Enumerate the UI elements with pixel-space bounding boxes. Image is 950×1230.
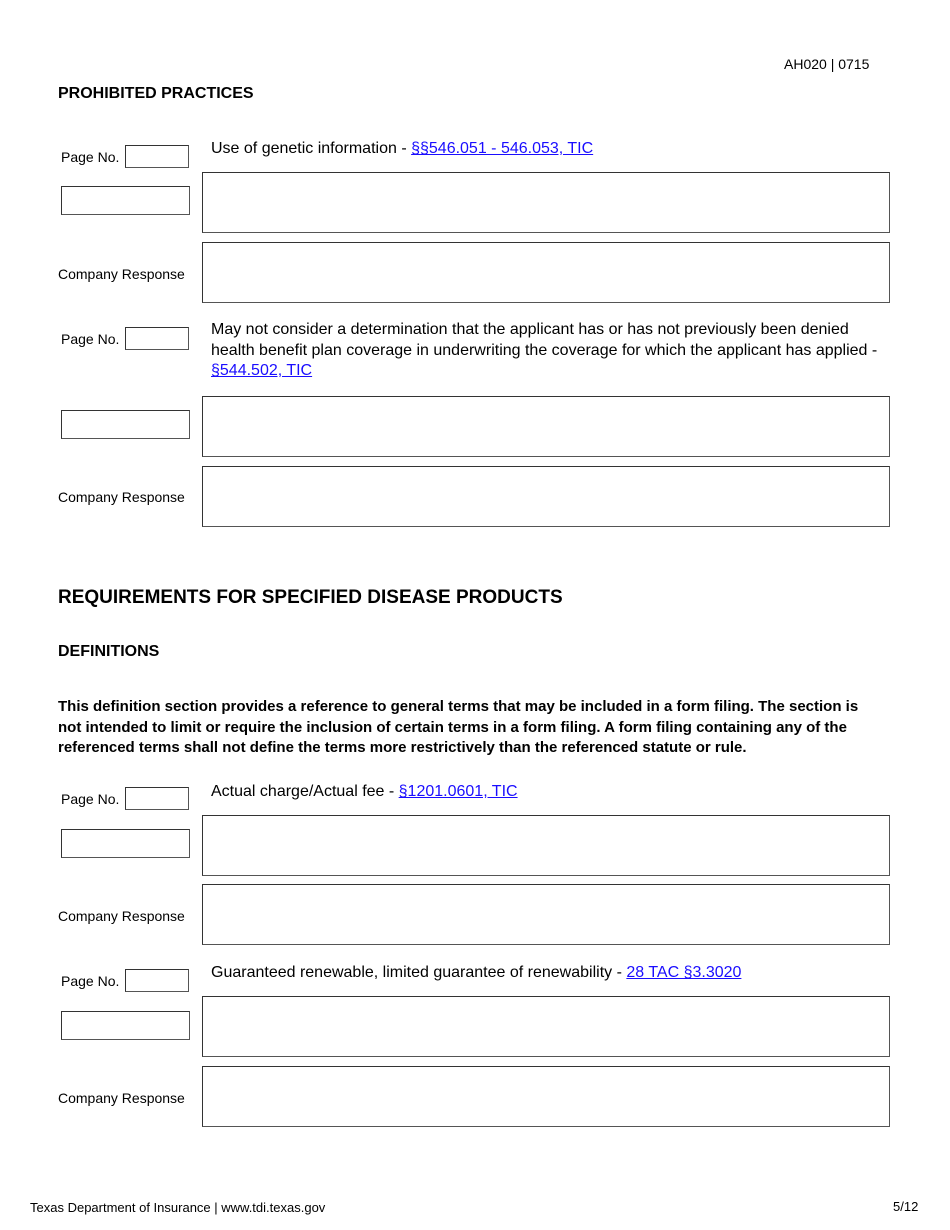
page-number: 5/12 <box>893 1199 919 1214</box>
section-heading-prohibited-practices: PROHIBITED PRACTICES <box>58 85 254 102</box>
statute-link[interactable]: §1201.0601, TIC <box>398 783 518 800</box>
item-text: Guaranteed renewable, limited guarantee of renewability - <box>211 964 627 981</box>
company-response-field[interactable] <box>202 1066 890 1127</box>
item-field[interactable] <box>202 172 890 233</box>
company-response-label: Company Response <box>58 1090 185 1106</box>
company-response-field[interactable] <box>202 242 890 303</box>
company-response-field[interactable] <box>202 466 890 527</box>
page-no-label: Page No. <box>61 331 120 347</box>
item-description <box>211 320 881 382</box>
compliance-input[interactable] <box>61 410 190 439</box>
statute-link[interactable]: §544.502, TIC <box>211 362 313 379</box>
item-description <box>211 963 881 984</box>
item-text: Actual charge/Actual fee - <box>211 783 399 800</box>
company-response-label: Company Response <box>58 266 185 282</box>
compliance-input[interactable] <box>61 829 190 858</box>
item-description <box>211 782 881 803</box>
item-text: Use of genetic information - <box>211 140 412 157</box>
page-no-label: Page No. <box>61 791 120 807</box>
compliance-input[interactable] <box>61 1011 190 1040</box>
company-response-label: Company Response <box>58 489 185 505</box>
item-field[interactable] <box>202 396 890 457</box>
compliance-input[interactable] <box>61 186 190 215</box>
page-no-label: Page No. <box>61 973 120 989</box>
page-no-input[interactable] <box>125 787 189 810</box>
statute-link[interactable]: 28 TAC §3.3020 <box>626 964 742 981</box>
definitions-intro: This definition section provides a reference to general terms that may be included in a form filing. The section is not intended to limit or require the inclusion of certain terms in a form filing. A form filing containing any of the referenced terms shall not define the terms more restrictively than the referenced statute or rule. <box>58 698 859 756</box>
item-field[interactable] <box>202 996 890 1057</box>
item-description <box>211 139 881 160</box>
page-no-input[interactable] <box>125 145 189 168</box>
company-response-field[interactable] <box>202 884 890 945</box>
item-field[interactable] <box>202 815 890 876</box>
page-no-label: Page No. <box>61 149 120 165</box>
form-id: AH020 | 0715 <box>784 56 870 72</box>
item-text: May not consider a determination that the applicant has or has not previously been denied health benefit plan coverage in underwriting the coverage for which the applicant has applied - <box>211 321 878 359</box>
section-heading-definitions: DEFINITIONS <box>58 643 160 660</box>
page-no-input[interactable] <box>125 969 189 992</box>
statute-link[interactable]: §§546.051 - 546.053, TIC <box>411 140 594 157</box>
page-no-input[interactable] <box>125 327 189 350</box>
footer-agency: Texas Department of Insurance | www.tdi.texas.gov <box>30 1200 326 1215</box>
section-heading-specified-disease: REQUIREMENTS FOR SPECIFIED DISEASE PRODUCTS <box>58 587 563 608</box>
company-response-label: Company Response <box>58 908 185 924</box>
